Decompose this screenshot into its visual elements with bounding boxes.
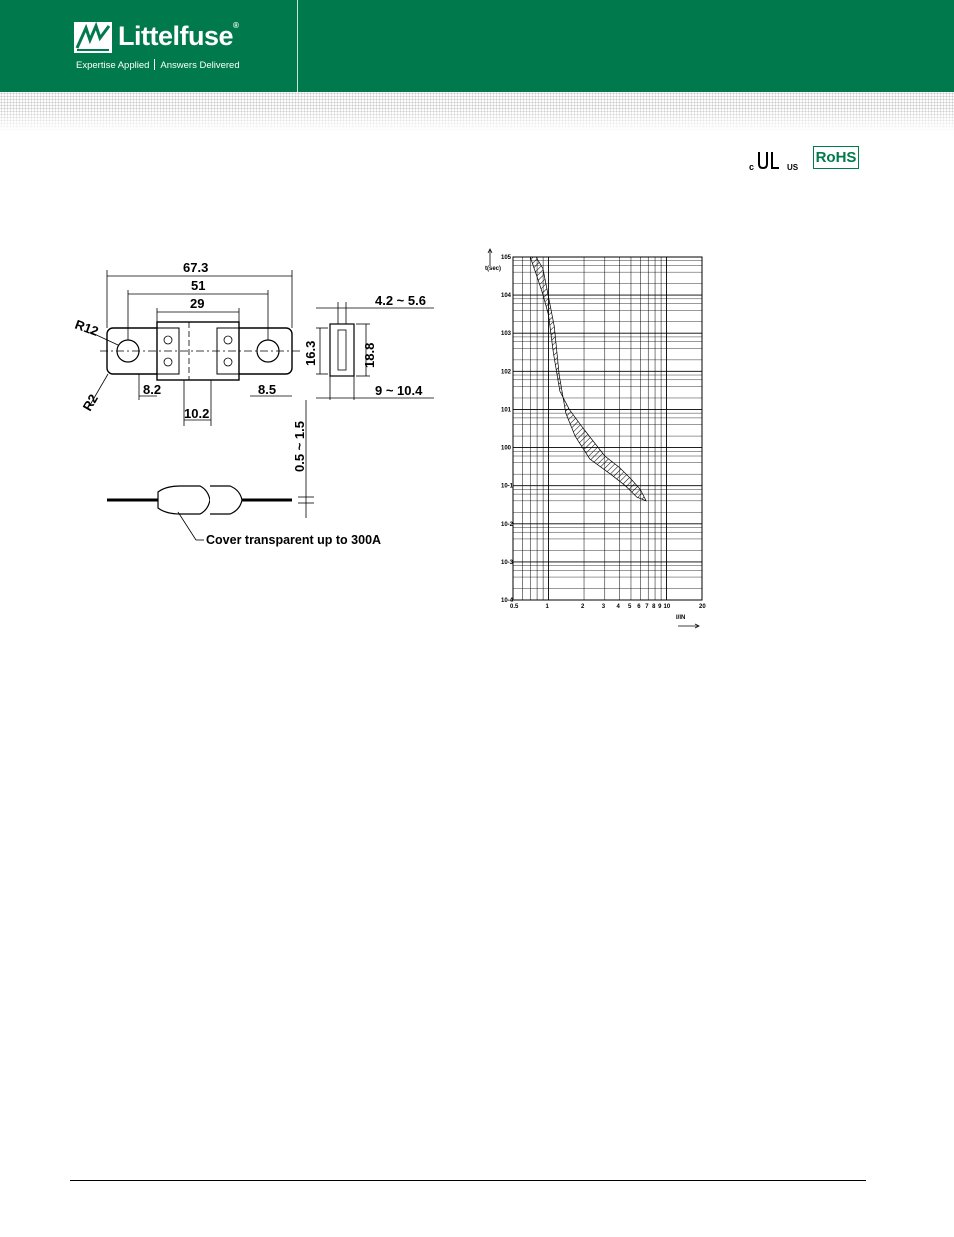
header-divider xyxy=(297,0,298,92)
dim-body-thickness-range: 9 ~ 10.4 xyxy=(375,383,423,398)
y-tick-label: 102 xyxy=(501,369,512,376)
x-tick-label: 3 xyxy=(601,604,606,610)
x-axis-label: I/IN xyxy=(676,615,686,621)
ul-listed-mark xyxy=(749,150,805,174)
ul-c-label: c xyxy=(749,162,755,172)
brand-name: Littelfuse® xyxy=(118,21,239,51)
tagline-right: Answers Delivered xyxy=(160,60,240,71)
x-tick-label: 20 xyxy=(699,604,706,610)
page-header xyxy=(0,0,954,92)
x-tick-label: 10 xyxy=(663,604,671,610)
fuse-dimension-drawing xyxy=(70,250,450,560)
x-tick-label: 2 xyxy=(581,604,585,610)
dim-right-tab: 8.5 xyxy=(258,382,277,397)
dim-body-length: 29 xyxy=(190,296,205,311)
littelfuse-logo-icon xyxy=(74,22,112,53)
x-tick-label: 0.5 xyxy=(510,604,519,610)
plot-frame xyxy=(513,257,702,600)
dim-blade-thickness: 0.5 ~ 1.5 xyxy=(292,421,307,472)
dim-thickness-range: 4.2 ~ 5.6 xyxy=(375,293,426,308)
y-tick-label: 103 xyxy=(501,331,512,338)
y-tick-label: 104 xyxy=(501,293,512,300)
dim-body-width: 18.8 xyxy=(362,342,377,368)
x-tick-label: 9 xyxy=(658,604,662,610)
y-axis-label: t(sec) xyxy=(485,266,502,272)
footer-rule xyxy=(70,1180,866,1181)
dim-center: 10.2 xyxy=(184,406,210,421)
x-tick-label: 4 xyxy=(616,604,620,610)
y-tick-label: 105 xyxy=(501,255,512,261)
x-tick-label: 5 xyxy=(628,604,632,610)
dim-width: 16.3 xyxy=(303,340,318,366)
cover-note: Cover transparent up to 300A xyxy=(206,533,382,547)
tagline-left: Expertise Applied xyxy=(76,60,150,71)
x-tick-label: 8 xyxy=(652,604,656,610)
radius-small: R2 xyxy=(79,391,101,414)
dim-left-tab: 8.2 xyxy=(143,382,162,397)
y-tick-label: 101 xyxy=(501,407,512,414)
y-tick-label: 10-1 xyxy=(501,483,514,490)
radius-large: R12 xyxy=(72,316,101,339)
dim-hole-spacing: 51 xyxy=(191,278,206,293)
x-tick-label: 7 xyxy=(645,604,649,610)
x-tick-label: 1 xyxy=(545,604,549,610)
y-tick-label: 100 xyxy=(501,445,512,452)
x-tick-label: 6 xyxy=(637,604,641,610)
y-tick-label: 10-2 xyxy=(501,521,514,528)
tagline xyxy=(76,59,240,71)
dim-total-length: 67.3 xyxy=(183,260,209,275)
rohs-badge: RoHS xyxy=(813,146,859,169)
time-current-chart xyxy=(478,244,710,636)
y-tick-label: 10-4 xyxy=(501,598,514,604)
ul-icon xyxy=(749,150,805,172)
y-tick-label: 10-3 xyxy=(501,559,514,566)
ul-us-label: US xyxy=(787,163,799,172)
